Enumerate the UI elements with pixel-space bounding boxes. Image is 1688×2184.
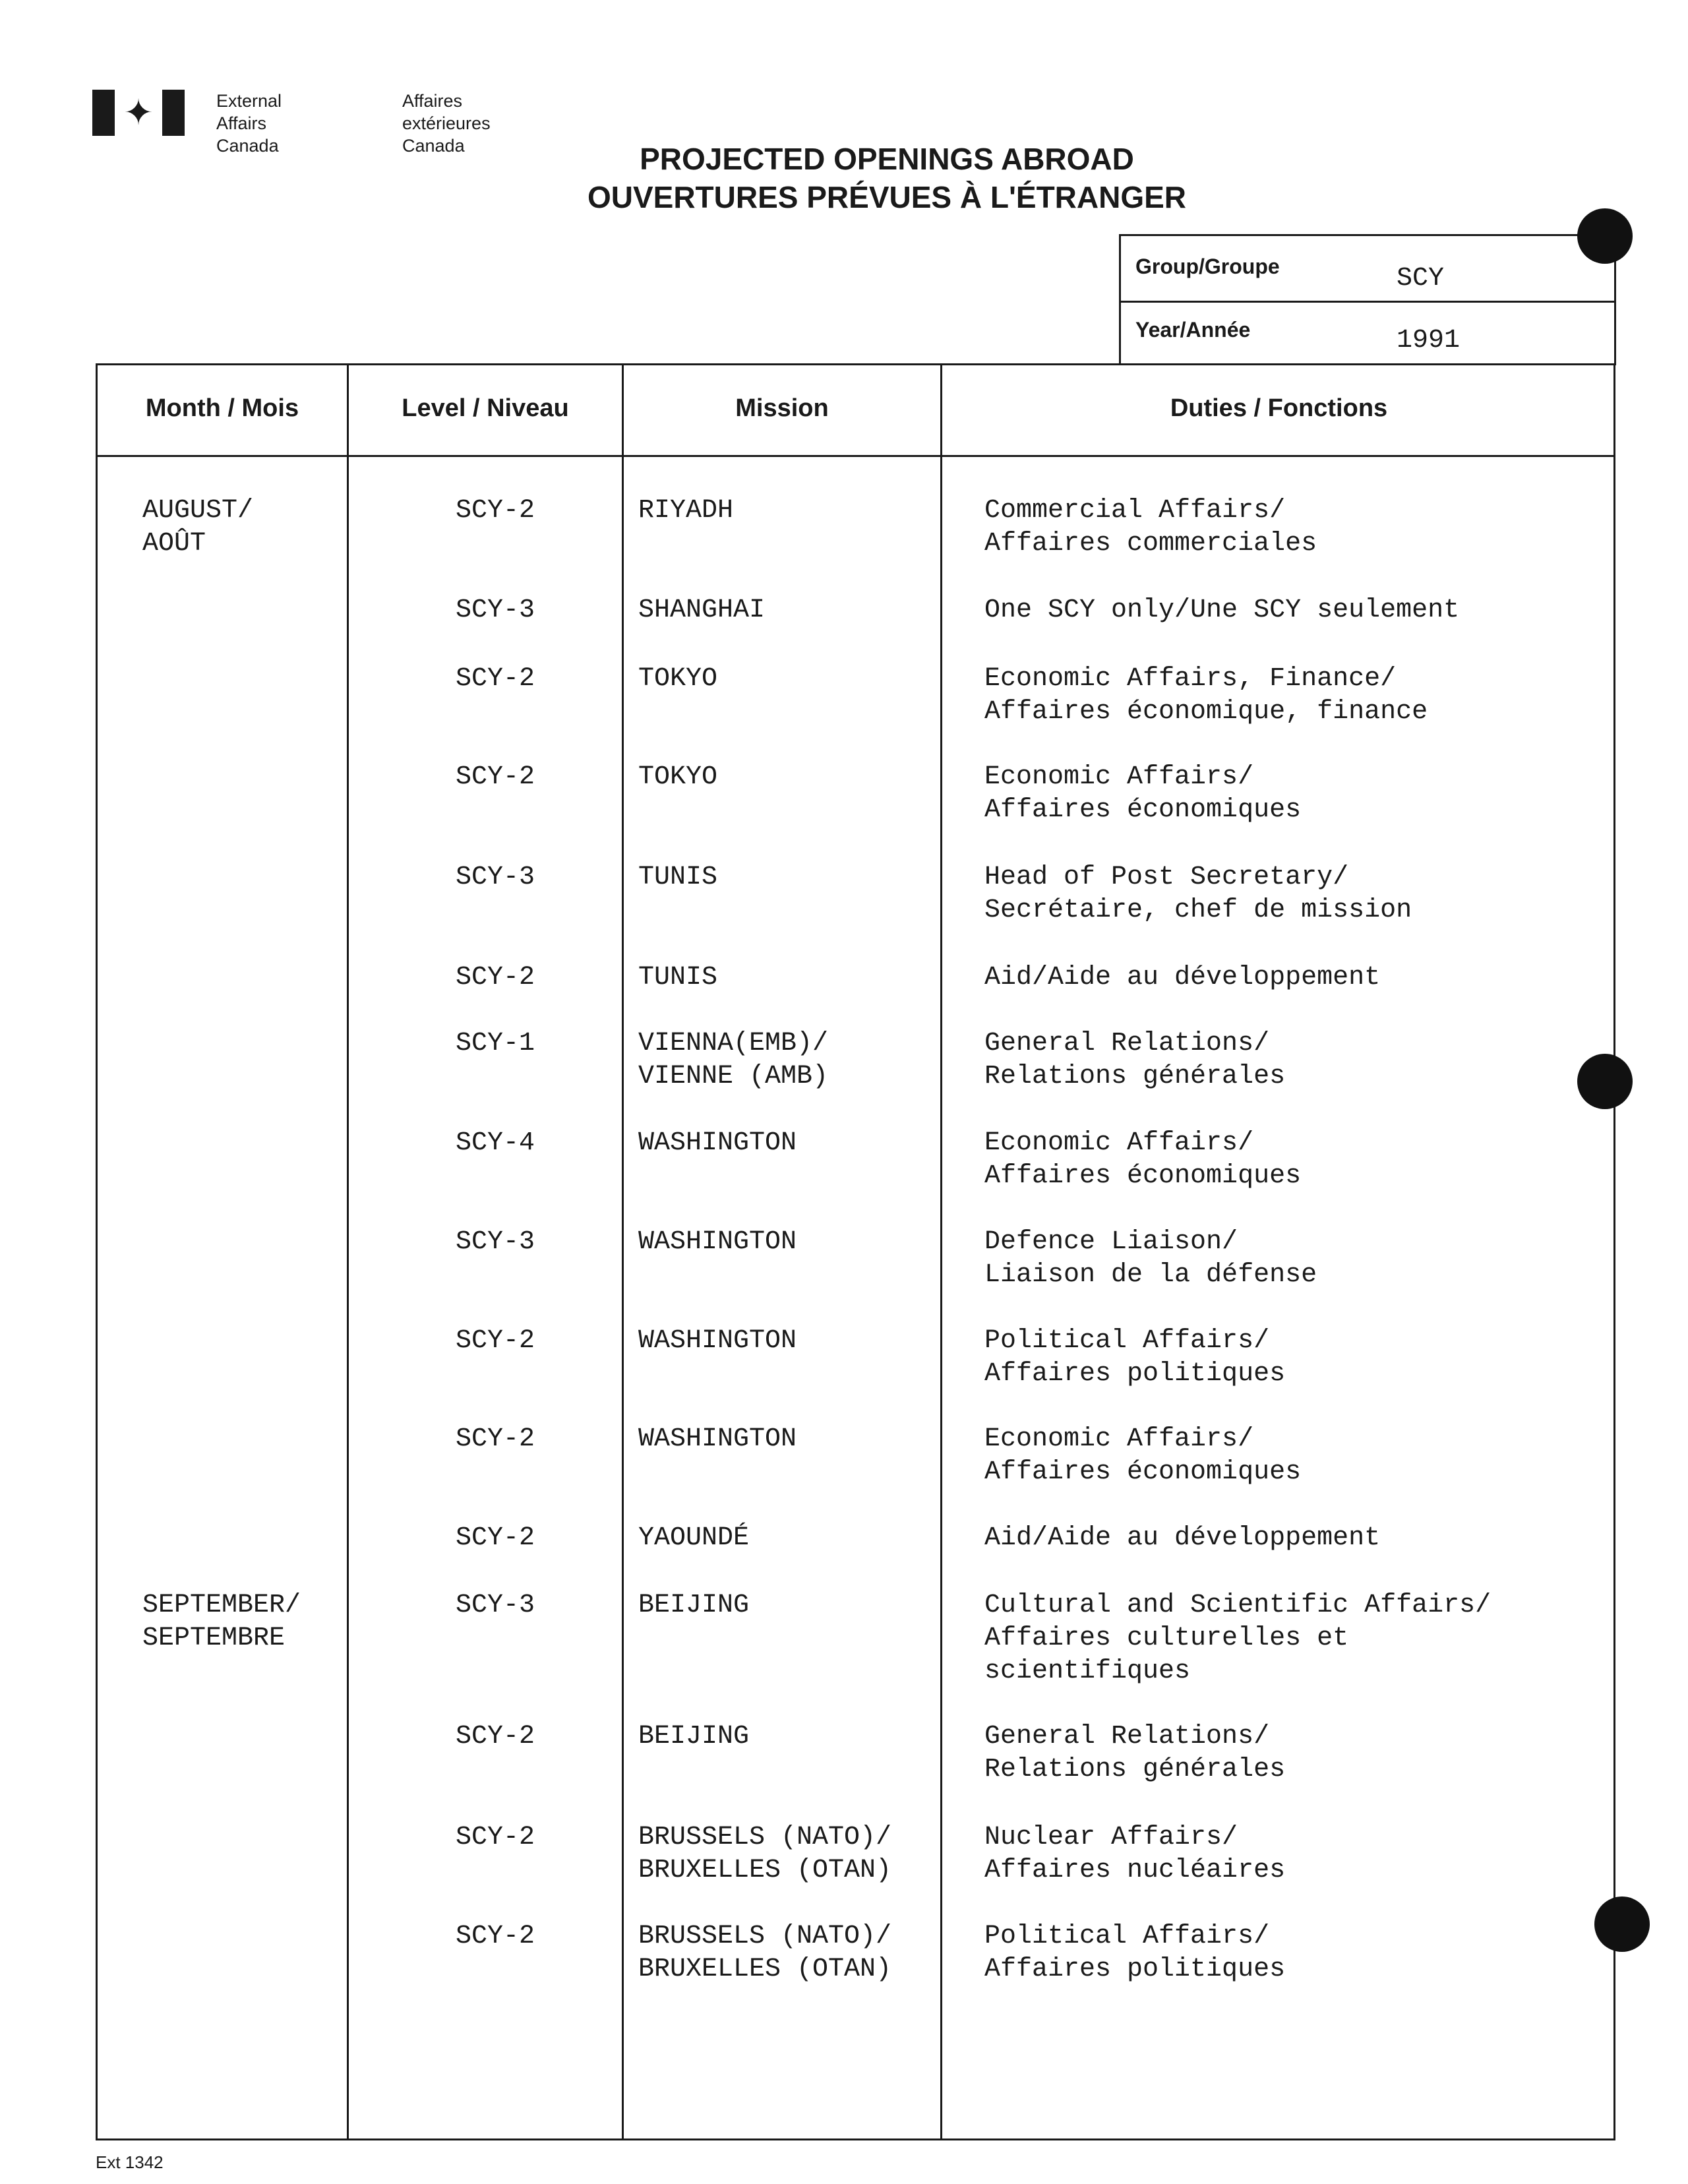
cell-duties: Defence Liaison/ Liaison de la défense bbox=[984, 1227, 1317, 1290]
title-french: OUVERTURES PRÉVUES À L'ÉTRANGER bbox=[587, 180, 1187, 214]
group-row bbox=[1121, 236, 1614, 303]
year-value: 1991 bbox=[1397, 326, 1461, 355]
cell-level: SCY-2 bbox=[456, 1424, 535, 1454]
cell-level: SCY-3 bbox=[456, 1591, 535, 1620]
binder-hole bbox=[1577, 208, 1633, 264]
department-name-en: External Affairs Canada bbox=[216, 91, 282, 156]
cell-level: SCY-2 bbox=[456, 1922, 535, 1951]
cell-mission: BEIJING bbox=[638, 1591, 750, 1620]
cell-month: SEPTEMBER/ SEPTEMBRE bbox=[142, 1591, 301, 1653]
column-header-duties: Duties / Fonctions bbox=[1170, 394, 1388, 422]
cell-duties: Political Affairs/ Affaires politiques bbox=[984, 1922, 1286, 1984]
cell-duties: Commercial Affairs/ Affaires commerciales bbox=[984, 496, 1317, 559]
cell-duties: Nuclear Affairs/ Affaires nucléaires bbox=[984, 1823, 1286, 1885]
cell-duties: Economic Affairs/ Affaires économiques bbox=[984, 762, 1302, 825]
cell-duties: Economic Affairs/ Affaires économiques bbox=[984, 1128, 1302, 1191]
cell-mission: TUNIS bbox=[638, 863, 718, 892]
cell-mission: WASHINGTON bbox=[638, 1128, 797, 1158]
year-row bbox=[1121, 301, 1614, 365]
cell-mission: SHANGHAI bbox=[638, 595, 766, 625]
cell-mission: WASHINGTON bbox=[638, 1326, 797, 1356]
cell-duties: General Relations/ Relations générales bbox=[984, 1722, 1286, 1784]
cell-mission: BRUSSELS (NATO)/ BRUXELLES (OTAN) bbox=[638, 1823, 892, 1885]
group-value: SCY bbox=[1397, 264, 1445, 293]
cell-level: SCY-3 bbox=[456, 863, 535, 892]
group-year-box bbox=[1119, 234, 1616, 365]
title-english: PROJECTED OPENINGS ABROAD bbox=[640, 142, 1134, 176]
cell-level: SCY-2 bbox=[456, 496, 535, 526]
cell-duties: Cultural and Scientific Affairs/ Affaires culturelles et scientifiques bbox=[984, 1591, 1492, 1686]
cell-level: SCY-2 bbox=[456, 1523, 535, 1553]
cell-duties: One SCY only/Une SCY seulement bbox=[984, 595, 1460, 625]
cell-duties: Head of Post Secretary/ Secrétaire, chef de mission bbox=[984, 863, 1412, 925]
cell-mission: TOKYO bbox=[638, 762, 718, 792]
cell-level: SCY-2 bbox=[456, 1326, 535, 1356]
cell-level: SCY-2 bbox=[456, 1722, 535, 1751]
cell-level: SCY-2 bbox=[456, 664, 535, 694]
cell-mission: WASHINGTON bbox=[638, 1424, 797, 1454]
cell-level: SCY-2 bbox=[456, 963, 535, 992]
cell-duties: Economic Affairs/ Affaires économiques bbox=[984, 1424, 1302, 1487]
openings-table bbox=[96, 363, 1615, 2140]
cell-mission: YAOUNDÉ bbox=[638, 1523, 750, 1553]
column-header-mission: Mission bbox=[735, 394, 829, 422]
cell-level: SCY-3 bbox=[456, 595, 535, 625]
cell-mission: BRUSSELS (NATO)/ BRUXELLES (OTAN) bbox=[638, 1922, 892, 1984]
column-header-level: Level / Niveau bbox=[402, 394, 569, 422]
column-header-month: Month / Mois bbox=[145, 394, 299, 422]
canada-flag-logo bbox=[92, 90, 185, 136]
cell-level: SCY-1 bbox=[456, 1029, 535, 1058]
maple-leaf-icon: ✦ bbox=[123, 92, 154, 133]
cell-month: AUGUST/ AOÛT bbox=[142, 496, 254, 559]
cell-mission: BEIJING bbox=[638, 1722, 750, 1751]
cell-duties: Aid/Aide au développement bbox=[984, 963, 1381, 992]
cell-mission: VIENNA(EMB)/ VIENNE (AMB) bbox=[638, 1029, 829, 1091]
cell-level: SCY-2 bbox=[456, 762, 535, 792]
cell-duties: Political Affairs/ Affaires politiques bbox=[984, 1326, 1286, 1389]
cell-mission: TOKYO bbox=[638, 664, 718, 694]
cell-level: SCY-3 bbox=[456, 1227, 535, 1257]
cell-mission: RIYADH bbox=[638, 496, 734, 526]
group-label: Group/Groupe bbox=[1135, 255, 1280, 278]
cell-mission: WASHINGTON bbox=[638, 1227, 797, 1257]
year-label: Year/Année bbox=[1135, 318, 1251, 342]
cell-duties: General Relations/ Relations générales bbox=[984, 1029, 1286, 1091]
binder-hole bbox=[1594, 1896, 1650, 1952]
cell-level: SCY-4 bbox=[456, 1128, 535, 1158]
cell-mission: TUNIS bbox=[638, 963, 718, 992]
binder-hole bbox=[1577, 1054, 1633, 1109]
department-name-fr: Affaires extérieures Canada bbox=[402, 91, 491, 156]
form-number: Ext 1342 bbox=[96, 2152, 164, 2172]
cell-duties: Economic Affairs, Finance/ Affaires économique, finance bbox=[984, 664, 1428, 727]
cell-duties: Aid/Aide au développement bbox=[984, 1523, 1381, 1553]
cell-level: SCY-2 bbox=[456, 1823, 535, 1852]
